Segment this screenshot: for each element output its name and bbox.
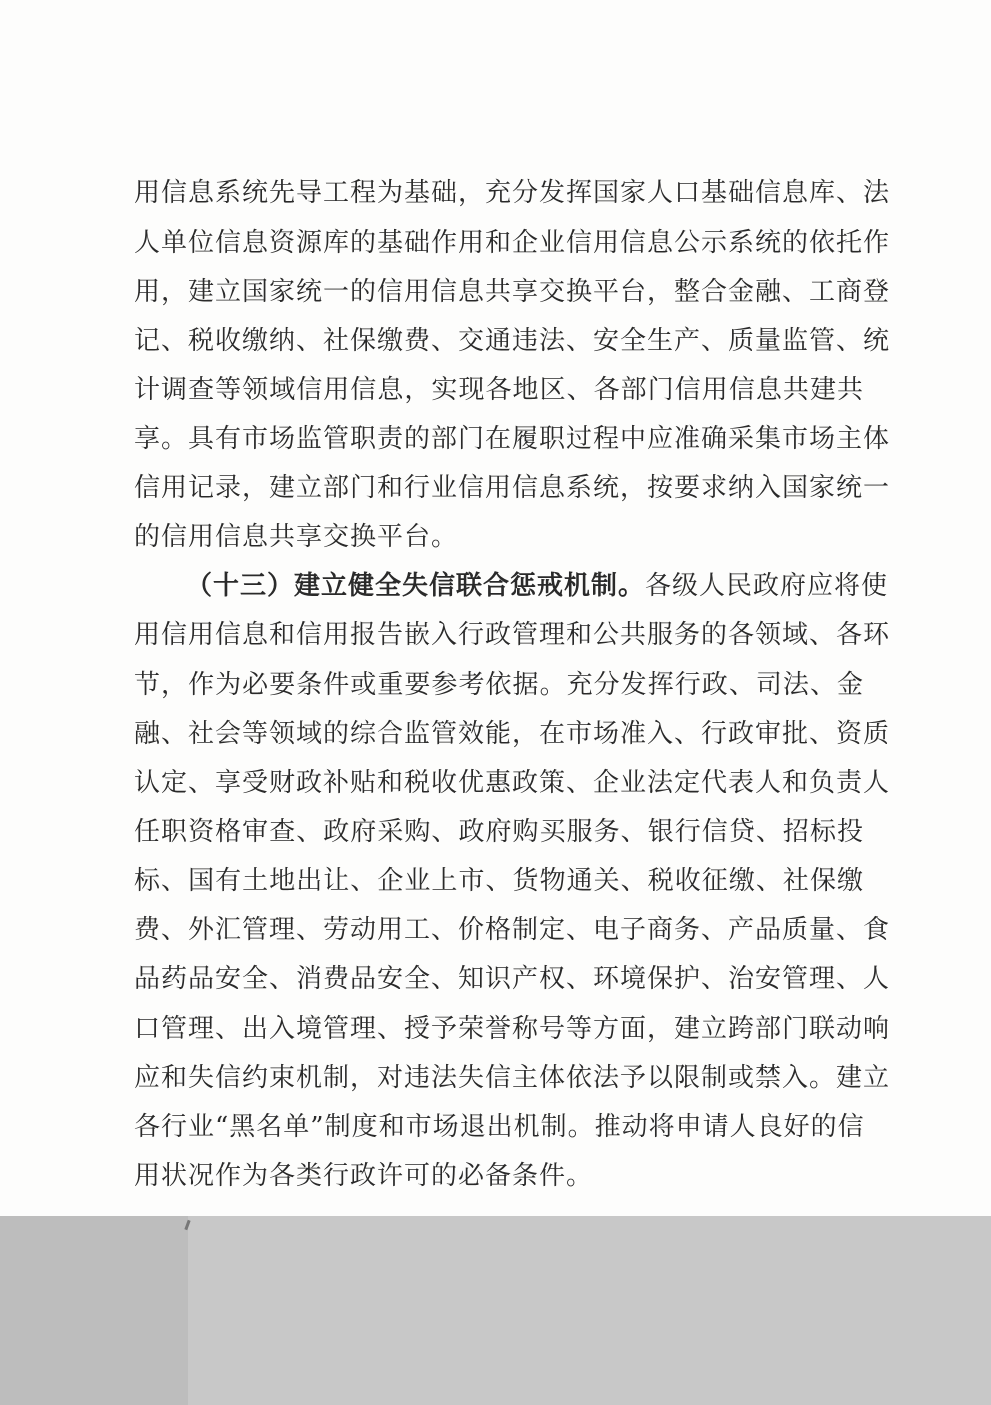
paragraph-line: 用状况作为各类行政许可的必备条件。: [134, 1161, 594, 1191]
paragraph-line: 品药品安全、消费品安全、知识产权、环境保护、治安管理、人: [134, 964, 891, 994]
paragraph-line: 记、税收缴纳、社保缴费、交通违法、安全生产、质量监管、统: [134, 326, 891, 356]
paragraph-line: 标、国有土地出让、企业上市、货物通关、税收征缴、社保缴: [134, 866, 864, 896]
paragraph-line: 用信用信息和信用报告嵌入行政管理和公共服务的各领域、各环: [134, 620, 891, 650]
paragraph-line: 享。具有市场监管职责的部门在履职过程中应准确采集市场主体: [134, 424, 891, 454]
paragraph-line: 计调查等领域信用信息，实现各地区、各部门信用信息共建共: [134, 375, 864, 405]
paragraph-line: 用，建立国家统一的信用信息共享交换平台，整合金融、工商登: [134, 277, 891, 307]
scan-gray-band: [0, 1216, 991, 1405]
paragraph-line: 用信息系统先导工程为基础，充分发挥国家人口基础信息库、法: [134, 178, 891, 208]
paragraph-line: 各行业“黑名单”制度和市场退出机制。推动将申请人良好的信: [134, 1112, 865, 1142]
paragraph-line: 的信用信息共享交换平台。: [134, 522, 459, 552]
section-13-first-line: [186, 562, 889, 611]
paragraph-line: 口管理、出入境管理、授予荣誉称号等方面，建立跨部门联动响: [134, 1014, 891, 1044]
paragraph-line: 认定、享受财政补贴和税收优惠政策、企业法定代表人和负责人: [134, 768, 891, 798]
section-13-first-line-rest: 各级人民政府应将使: [645, 571, 889, 601]
scan-gray-band-inner: [188, 1216, 991, 1405]
paragraph-line: 人单位信息资源库的基础作用和企业信用信息公示系统的依托作: [134, 228, 891, 258]
paragraph-line: 应和失信约束机制，对违法失信主体依法予以限制或禁入。建立: [134, 1063, 891, 1093]
paragraph-line: 信用记录，建立部门和行业信用信息系统，按要求纳入国家统一: [134, 473, 891, 503]
paragraph-line: 节，作为必要条件或重要参考依据。充分发挥行政、司法、金: [134, 670, 864, 700]
paragraph-line: 融、社会等领域的综合监管效能，在市场准入、行政审批、资质: [134, 719, 891, 749]
section-13-heading: （十三）建立健全失信联合惩戒机制。: [186, 571, 646, 601]
paragraph-line: 费、外汇管理、劳动用工、价格制定、电子商务、产品质量、食: [134, 915, 891, 945]
paragraph-line: 任职资格审查、政府采购、政府购买服务、银行信贷、招标投: [134, 817, 864, 847]
